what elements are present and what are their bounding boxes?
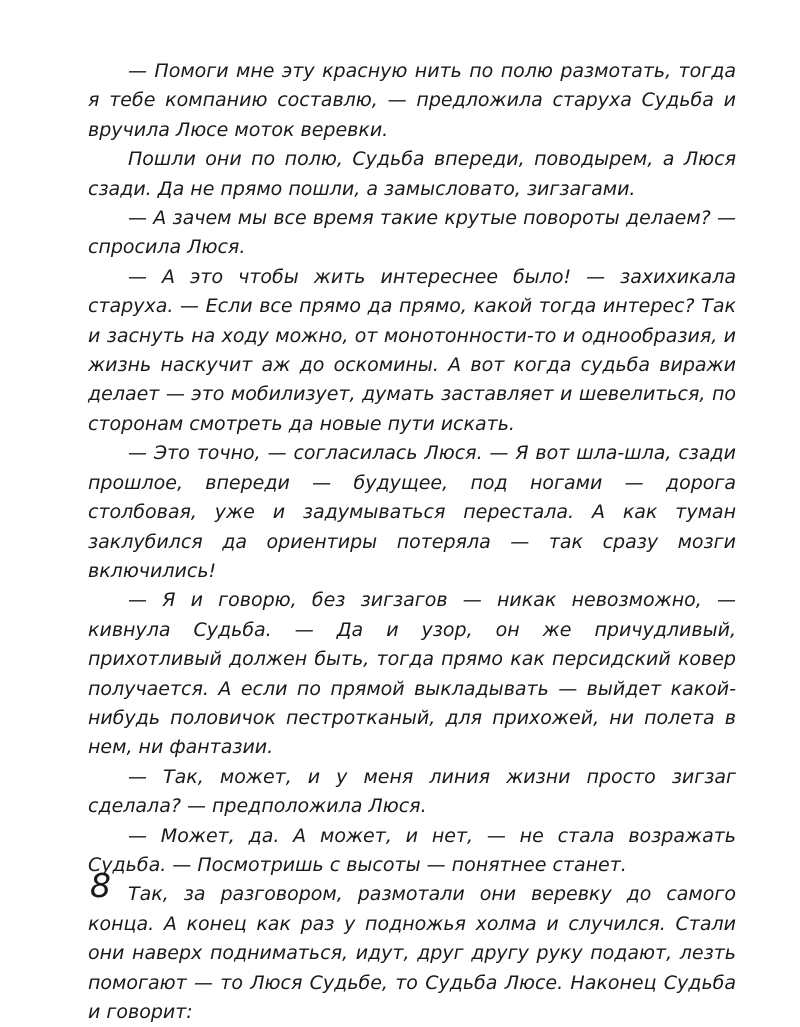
paragraph-4: — А это чтобы жить интереснее было! — захихикала старуха. — Если все прямо да прямо, какой тогда интерес? Так и заснуть на ходу можно, от монотонности-то и однообразия, и жизнь наскучит аж до оскомины. А вот когда судьба виражи делает — это мобилизует, думать заставляет и шевелиться, по сторонам смотреть да новые пути искать.	[88, 265, 736, 435]
page-number: 8	[90, 866, 111, 905]
paragraph-3: — А зачем мы все время такие крутые повороты делаем? — спросила Люся.	[88, 207, 736, 259]
body-text	[88, 57, 736, 1027]
paragraph-9: Так, за разговором, размотали они веревку до самого конца. А конец как раз у подножья холма и случился. Стали они наверх подниматься, идут, друг другу руку подают, лезть помогают — то Люся Судьбе, то Судьба Люсе. Наконец Судьба и говорит:	[88, 883, 736, 1023]
paragraph-8: — Может, да. А может, и нет, — не стала возражать Судьба. — Посмотришь с высоты — понятнее станет.	[88, 824, 736, 876]
paragraph-5: — Это точно, — согласилась Люся. — Я вот шла-шла, сзади прошлое, впереди — будущее, под ногами — дорога столбовая, уже и задумываться перестала. А как туман заклубился да ориентиры потеряла — так сразу мозги включились!	[88, 442, 736, 582]
paragraph-2: Пошли они по полю, Судьба впереди, поводырем, а Люся сзади. Да не прямо пошли, а замысловато, зигзагами.	[88, 148, 736, 200]
paragraph-7: — Так, может, и у меня линия жизни просто зигзаг сделала? — предположила Люся.	[88, 765, 736, 818]
paragraph-1: — Помоги мне эту красную нить по полю размотать, тогда я тебе компанию составлю, — предложила старуха Судьба и вручила Люсе моток веревки.	[88, 60, 736, 141]
paragraph-6: — Я и говорю, без зигзагов — никак невозможно, — кивнула Судьба. — Да и узор, он же причудливый, прихотливый должен быть, тогда прямо как персидский ковер получается. А если по прямой выкладывать — выйдет какой-нибудь половичок пестротканый, для прихожей, ни полета в нем, ни фантазии.	[88, 589, 736, 759]
